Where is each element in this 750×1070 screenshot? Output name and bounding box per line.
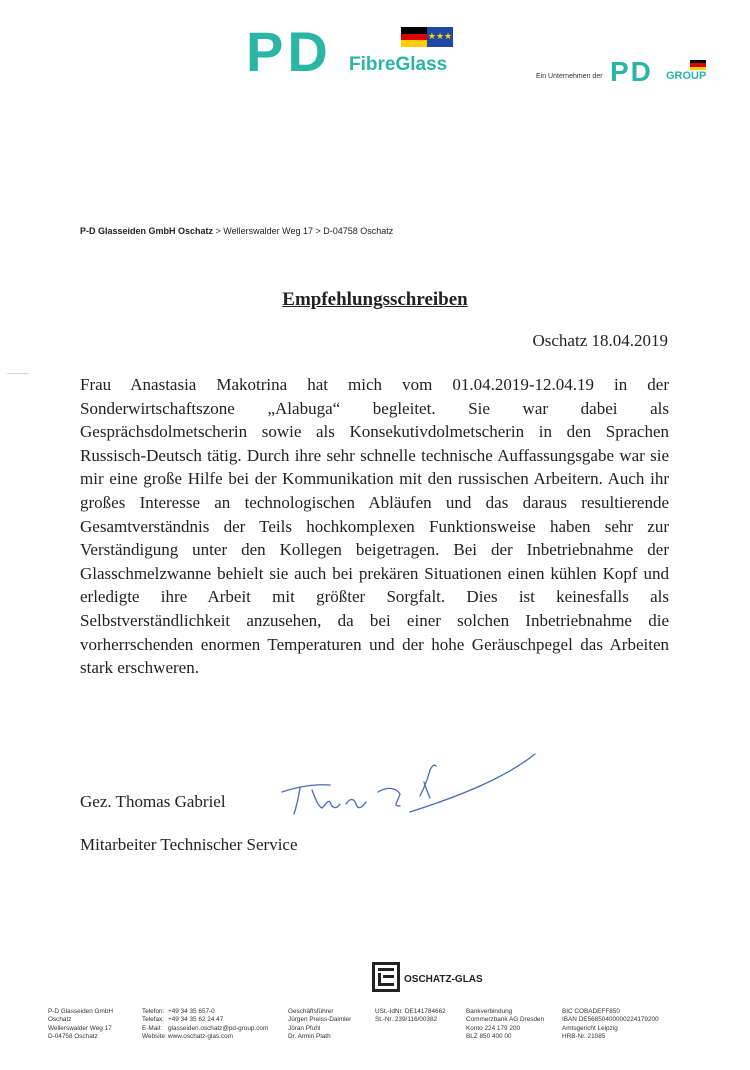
pd-group-logo: [536, 58, 726, 86]
footer-line: Bankverbindung: [466, 1008, 513, 1015]
footer-line: P-D Glasseiden GmbH: [48, 1008, 113, 1015]
footer-line: Wellerswalder Weg 17: [48, 1024, 112, 1032]
sender-address: > Wellerswalder Weg 17 > D-04758 Oschatz: [213, 226, 394, 236]
footer-fax: +49 34 35 62 24 47: [168, 1016, 224, 1024]
footer-registry: [562, 1008, 659, 1041]
oschatz-glas-icon: [372, 962, 400, 992]
footer-line: USt.-IdNr. DE141784662: [375, 1008, 446, 1015]
place-date: Oschatz 18.04.2019: [532, 331, 668, 350]
footer-tax: [375, 1008, 446, 1025]
footer-management: [288, 1008, 351, 1041]
group-german-flag-icon: [690, 60, 706, 70]
footer-line: HRB-Nr. 21085: [562, 1032, 606, 1040]
handwritten-signature: [270, 748, 550, 828]
footer-line: Dr. Armin Plath: [288, 1032, 331, 1040]
footer-address: [48, 1008, 113, 1041]
letter-body: Frau Anastasia Makotrina hat mich vom 01.04.2019-12.04.19 in der Sonderwirtschaftszone „Alabuga“ begleitet. Sie war dabei als Gesprächsdolmetscherin sowie als Konsekutivdolmetscherin in den Sprachen Russisch-Deutsch tätig. Durch ihre sehr schnelle technische Auffassungsgabe war sie mir eine große Hilfe bei der Kommunikation mit den russischen Arbeitern. Auch ihr großes Interesse an technologischen Abläufen und das daraus resultierende Gesamtverständnis der Teils hochkomplexen Funktionsweise haben sehr zur Verständigung unter den Kollegen beigetragen. Bei der Inbetriebnahme der Glasschmelzwanne behielt sie auch bei prekären Situationen einen kühlen Kopf und erledigte ihre Arbeit mit größter Sorgfalt. Dies ist keinesfalls als Selbstverständlichkeit anzusehen, da bei einer solchen Inbetriebnahme die vorherrschenden enormen Temperaturen und der hohe Geräuschpegel das Arbeiten stark erschweren.: [80, 375, 669, 678]
footer-line: Amtsgericht Leipzig: [562, 1024, 618, 1032]
german-flag-icon: [401, 27, 427, 47]
footer-phone: +49 34 35 657-0: [168, 1008, 215, 1015]
oschatz-glas-name: OSCHATZ-GLAS: [404, 974, 483, 985]
footer-line: Oschatz: [48, 1016, 72, 1024]
footer-contact-label: Telefon:: [142, 1008, 165, 1015]
footer-contact: [142, 1008, 268, 1041]
footer-line: Commerzbank AG Dresden: [466, 1016, 545, 1024]
footer-email: glasseiden.oschatz@pd-group.com: [168, 1024, 269, 1032]
footer-line: St.-Nr. 239/116/00382: [375, 1016, 438, 1024]
group-word: GROUP: [666, 70, 707, 82]
logo-fibreglass-text: FibreGlass: [349, 54, 448, 75]
footer-line: Jürgen Preiss-Daimler: [288, 1016, 352, 1024]
footer-contact-label: Website:: [142, 1032, 167, 1040]
pd-fibreglass-logo: [246, 20, 456, 83]
sender-address-line: [80, 226, 393, 236]
footer-contact-label: Telefax:: [142, 1016, 165, 1024]
footer-line: BLZ 850 400 00: [466, 1032, 512, 1040]
footer-line: Geschäftsführer: [288, 1008, 334, 1015]
footer-line: Jöran Pfuhl: [288, 1024, 321, 1032]
footer-website: www.oschatz-glas.com: [168, 1032, 233, 1040]
group-pd-letters: PD: [610, 56, 653, 87]
signer-role: Mitarbeiter Technischer Service: [80, 835, 298, 854]
signed-by: Gez. Thomas Gabriel: [80, 792, 226, 811]
fold-mark: [7, 373, 29, 374]
footer-line: D-04758 Oschatz: [48, 1032, 98, 1040]
letter-title: Empfehlungsschreiben: [282, 289, 468, 310]
footer-bank: [466, 1008, 544, 1041]
footer-line: IBAN DE56850400000224179200: [562, 1016, 659, 1024]
group-prefix-text: Ein Unternehmen der: [536, 73, 603, 80]
logo-pd-letters: PD: [246, 20, 332, 83]
footer-contact-label: E-Mail:: [142, 1024, 162, 1032]
footer-line: Konto 224 179 200: [466, 1024, 521, 1032]
footer-line: BIC COBADEFF850: [562, 1008, 620, 1015]
sender-company: P-D Glasseiden GmbH Oschatz: [80, 226, 214, 236]
eu-flag-icon: ★★★: [427, 27, 453, 47]
